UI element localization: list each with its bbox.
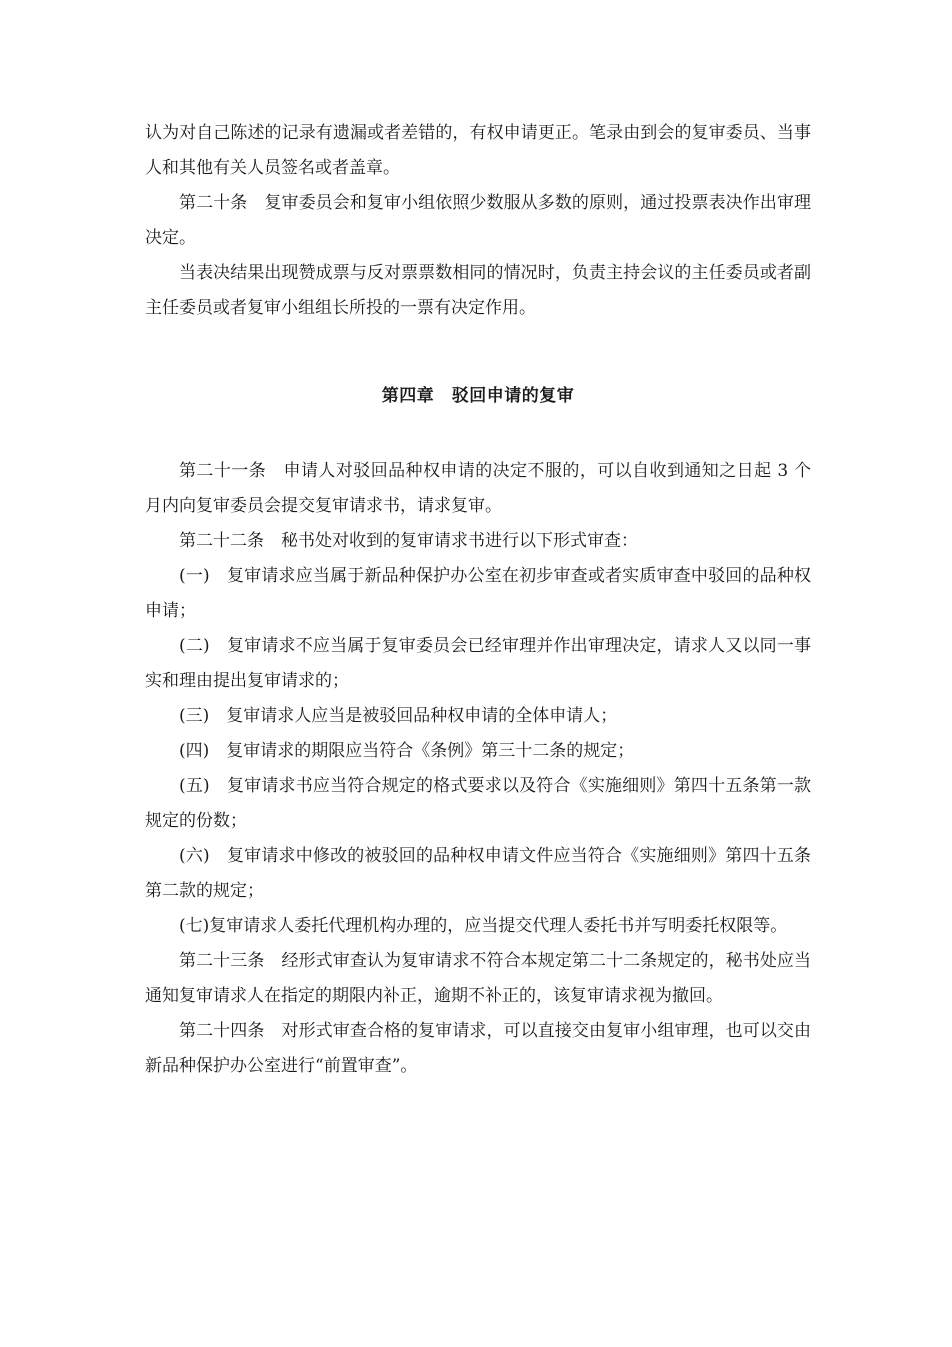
bottom-text-block	[145, 454, 811, 1084]
article-22-item-3: (三) 复审请求人应当是被驳回品种权申请的全体申请人；	[179, 706, 618, 726]
article-20: 第二十条 复审委员会和复审小组依照少数服从多数的原则，通过投票表决作出审理决定。	[145, 193, 811, 248]
paragraph-continuation: 认为对自己陈述的记录有遗漏或者差错的，有权申请更正。笔录由到会的复审委员、当事人和其他有关人员签名或者盖章。	[145, 123, 811, 178]
article-23: 第二十三条 经形式审查认为复审请求不符合本规定第二十二条规定的，秘书处应当通知复审请求人在指定的期限内补正，逾期不补正的，该复审请求视为撤回。	[145, 951, 811, 1006]
top-text-block	[145, 116, 811, 326]
article-21: 第二十一条 申请人对驳回品种权申请的决定不服的，可以自收到通知之日起 3 个月内向复审委员会提交复审请求书，请求复审。	[145, 461, 811, 516]
article-22-item-4: (四) 复审请求的期限应当符合《条例》第三十二条的规定；	[179, 741, 635, 761]
article-22-item-7: (七)复审请求人委托代理机构办理的，应当提交代理人委托书并写明委托权限等。	[179, 916, 788, 936]
article-22-item-1: (一) 复审请求应当属于新品种保护办公室在初步审查或者实质审查中驳回的品种权申请；	[145, 566, 811, 621]
article-22-item-6: (六) 复审请求中修改的被驳回的品种权申请文件应当符合《实施细则》第四十五条第二款的规定；	[145, 846, 811, 901]
article-22-item-2: (二) 复审请求不应当属于复审委员会已经审理并作出审理决定，请求人又以同一事实和理由提出复审请求的；	[145, 636, 811, 691]
chapter-heading: 第四章 驳回申请的复审	[381, 386, 575, 406]
article-22: 第二十二条 秘书处对收到的复审请求书进行以下形式审查：	[179, 531, 638, 551]
article-20-tie-vote: 当表决结果出现赞成票与反对票票数相同的情况时，负责主持会议的主任委员或者副主任委员或者复审小组组长所投的一票有决定作用。	[145, 263, 811, 318]
article-22-item-5: (五) 复审请求书应当符合规定的格式要求以及符合《实施细则》第四十五条第一款规定的份数；	[145, 776, 811, 831]
article-24: 第二十四条 对形式审查合格的复审请求，可以直接交由复审小组审理，也可以交由新品种保护办公室进行“前置审查”。	[145, 1021, 811, 1076]
